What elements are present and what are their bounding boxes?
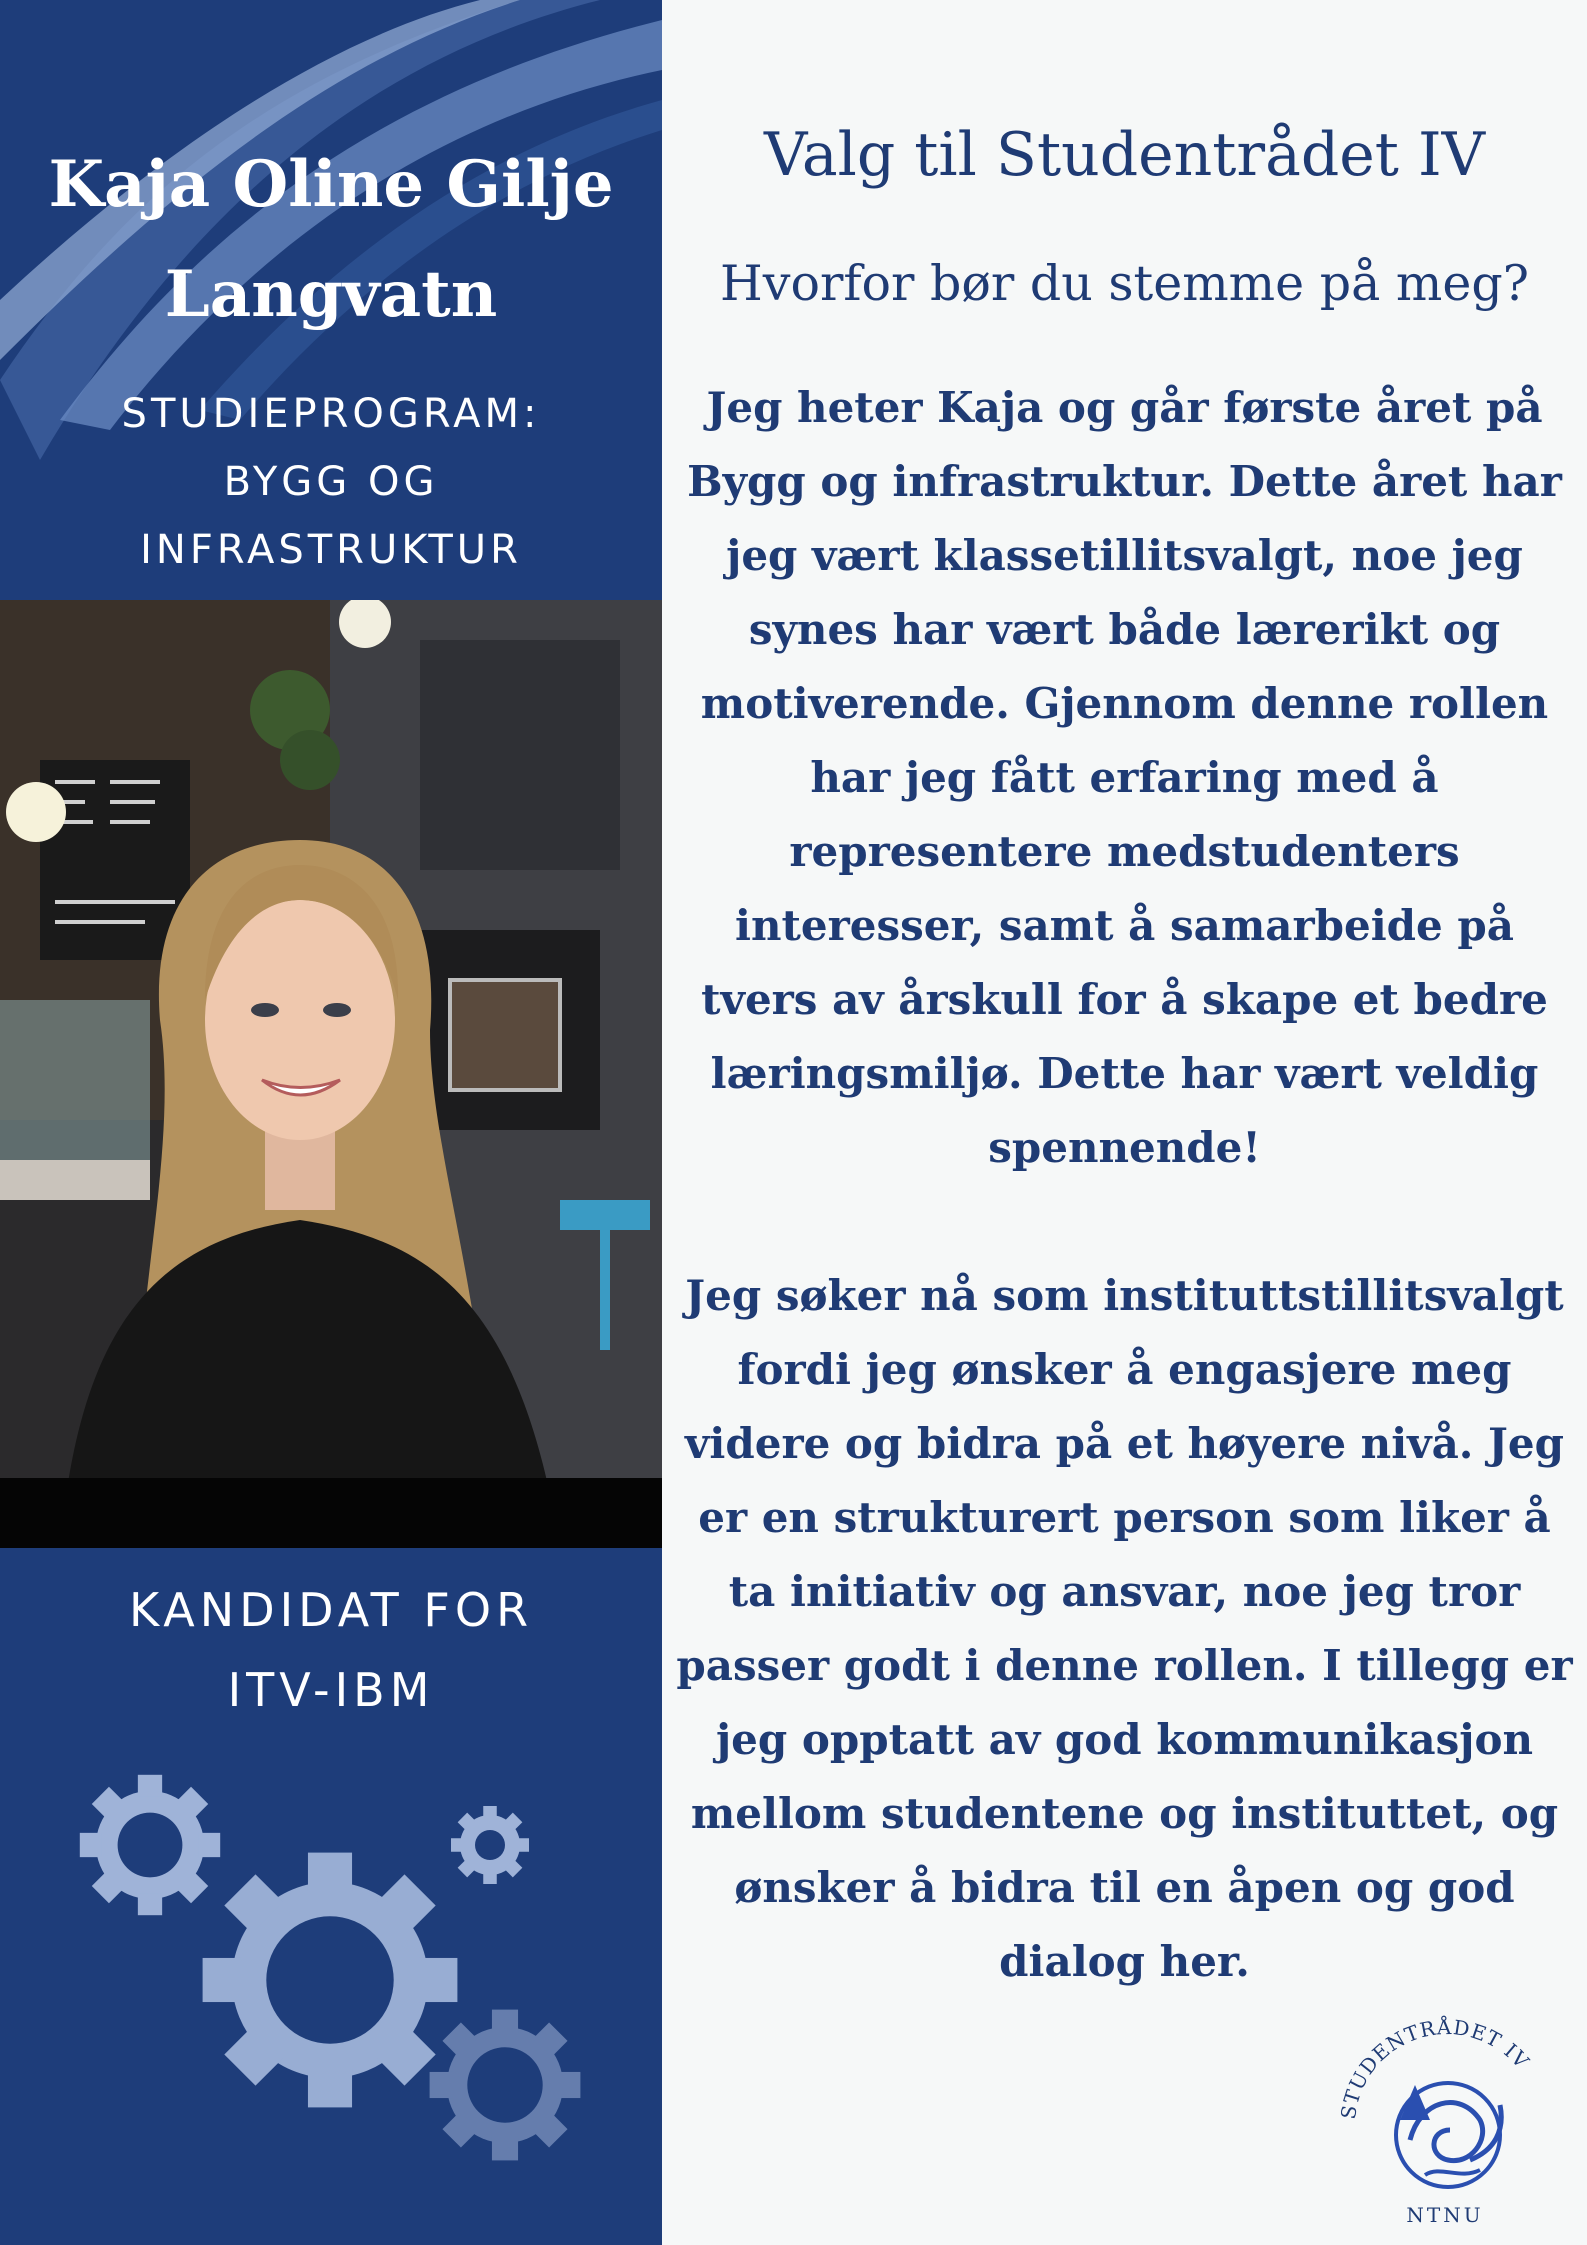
candidate-name-line: Kaja Oline Gilje (48, 147, 614, 222)
text-line: mellom studentene og instituttet, og (690, 1789, 1559, 1838)
candidate-for-line: ITV-IBM (227, 1663, 435, 1717)
logo-bottom-text: NTNU (1406, 2203, 1484, 2227)
candidate-name-line: Langvatn (164, 257, 498, 332)
program-line: BYGG OG (223, 459, 439, 505)
text-line: representere medstudenters (789, 827, 1460, 876)
text-line: ta initiativ og ansvar, noe jeg tror (728, 1567, 1521, 1616)
photo-bottom-strip (0, 1478, 662, 1548)
text-line: fordi jeg ønsker å engasjere meg (737, 1345, 1512, 1394)
right-content (662, 0, 1587, 2245)
poster-title: Valg til Studentrådet IV (764, 120, 1485, 190)
poster-subtitle: Hvorfor bør du stemme på meg? (720, 255, 1529, 312)
candidate-for (0, 1570, 662, 1730)
text-line: dialog her. (999, 1937, 1250, 1986)
paragraph-intro (662, 371, 1587, 1185)
text-line: videre og bidra på et høyere nivå. Jeg (685, 1419, 1564, 1468)
text-line: tvers av årskull for å skape et bedre (701, 975, 1548, 1024)
text-line: jeg opptatt av god kommunikasjon (715, 1715, 1534, 1764)
text-line: passer godt i denne rollen. I tillegg er (676, 1641, 1573, 1690)
left-panel (0, 0, 662, 2245)
gears-icon (60, 1750, 620, 2170)
candidate-name (0, 130, 662, 350)
program-line: STUDIEPROGRAM: (121, 391, 541, 437)
text-line: interesser, samt å samarbeide på (735, 901, 1514, 950)
text-line: synes har vært både lærerikt og (748, 605, 1501, 654)
text-line: ønsker å bidra til en åpen og god (734, 1863, 1515, 1912)
text-line: har jeg fått erfaring med å (810, 753, 1439, 802)
text-line: motiverende. Gjennom denne rollen (700, 679, 1549, 728)
portrait-illustration (0, 600, 662, 1548)
text-line: spennende! (988, 1123, 1261, 1172)
program-line: INFRASTRUKTUR (140, 527, 522, 573)
text-line: jeg vært klassetillitsvalgt, noe jeg (726, 531, 1523, 580)
study-program (0, 380, 662, 584)
text-line: Jeg søker nå som instituttstillitsvalgt (685, 1271, 1564, 1320)
text-line: er en strukturert person som liker å (698, 1493, 1551, 1542)
studentradet-logo (1330, 1990, 1560, 2230)
candidate-for-line: KANDIDAT FOR (128, 1583, 534, 1637)
logo-top-text: STUDENTRÅDET IV (1335, 2015, 1535, 2121)
paragraph-motivation (662, 1259, 1587, 1999)
text-line: læringsmiljø. Dette har vært veldig (710, 1049, 1539, 1098)
text-line: Bygg og infrastruktur. Dette året har (687, 457, 1562, 506)
portrait-photo (0, 600, 662, 1548)
text-line: Jeg heter Kaja og går første året på (706, 383, 1543, 432)
